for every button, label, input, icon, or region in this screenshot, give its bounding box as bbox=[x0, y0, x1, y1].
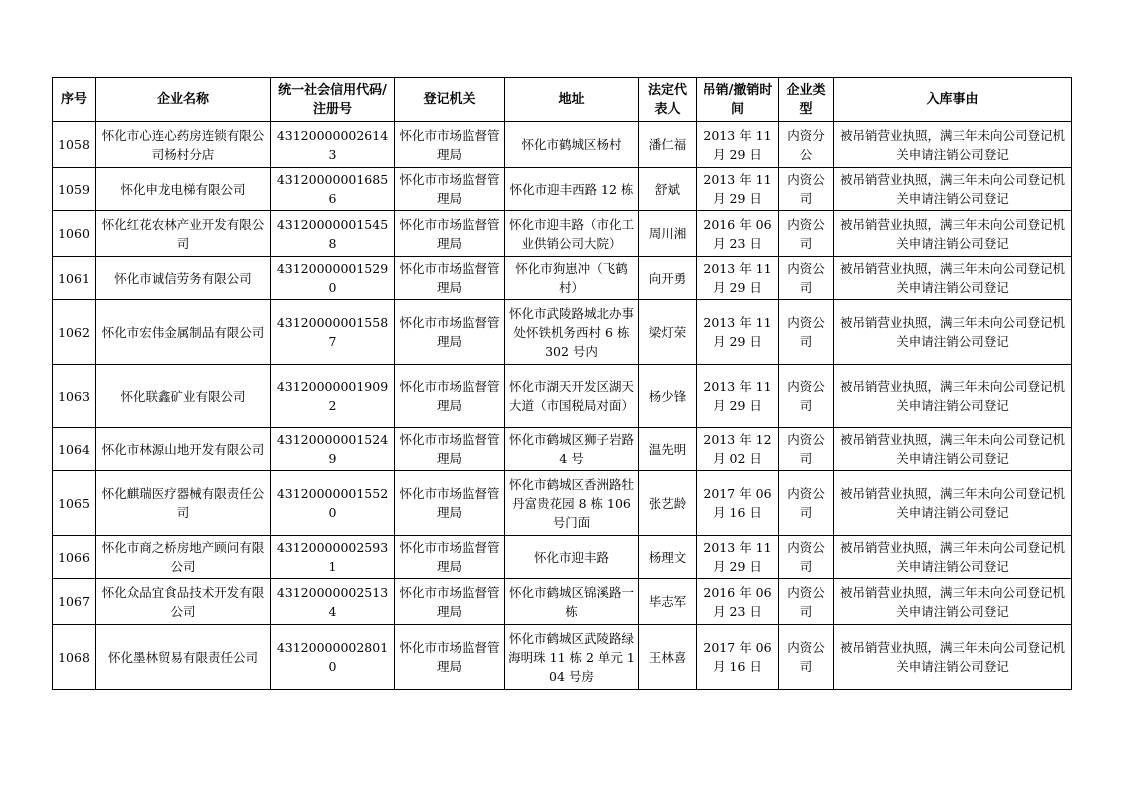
cell-reason: 被吊销营业执照，满三年未向公司登记机关申请注销公司登记 bbox=[834, 625, 1072, 690]
cell-address: 怀化市湖天开发区湖天大道（市国税局对面） bbox=[505, 365, 639, 428]
header-name: 企业名称 bbox=[96, 78, 271, 122]
cell-authority: 怀化市市场监督管理局 bbox=[395, 211, 505, 257]
cell-date: 2017 年 06 月 16 日 bbox=[697, 625, 779, 690]
cell-rep: 杨理文 bbox=[639, 536, 697, 579]
cell-name: 怀化墨林贸易有限责任公司 bbox=[96, 625, 271, 690]
cell-reason: 被吊销营业执照，满三年未向公司登记机关申请注销公司登记 bbox=[834, 365, 1072, 428]
table-row bbox=[53, 257, 1072, 300]
cell-code: 431200000016856 bbox=[271, 168, 395, 211]
cell-name: 怀化市诚信劳务有限公司 bbox=[96, 257, 271, 300]
cell-name: 怀化市商之桥房地产顾问有限公司 bbox=[96, 536, 271, 579]
cell-address: 怀化市鹤城区香洲路牡丹富贵花园 8 栋 106 号门面 bbox=[505, 471, 639, 536]
header-reason: 入库事由 bbox=[834, 78, 1072, 122]
cell-date: 2016 年 06 月 23 日 bbox=[697, 579, 779, 625]
cell-type: 内资公司 bbox=[779, 168, 834, 211]
cell-seq: 1067 bbox=[53, 579, 96, 625]
cell-name: 怀化红花农林产业开发有限公司 bbox=[96, 211, 271, 257]
cell-code: 431200000019092 bbox=[271, 365, 395, 428]
cell-date: 2016 年 06 月 23 日 bbox=[697, 211, 779, 257]
cell-seq: 1060 bbox=[53, 211, 96, 257]
header-authority: 登记机关 bbox=[395, 78, 505, 122]
cell-name: 怀化联鑫矿业有限公司 bbox=[96, 365, 271, 428]
cell-seq: 1066 bbox=[53, 536, 96, 579]
table-row bbox=[53, 168, 1072, 211]
cell-name: 怀化麒瑞医疗器械有限责任公司 bbox=[96, 471, 271, 536]
cell-code: 431200000025134 bbox=[271, 579, 395, 625]
table-row bbox=[53, 428, 1072, 471]
cell-rep: 梁灯荣 bbox=[639, 300, 697, 365]
table-row bbox=[53, 625, 1072, 690]
cell-rep: 舒斌 bbox=[639, 168, 697, 211]
cell-code: 431200000025931 bbox=[271, 536, 395, 579]
cell-type: 内资公司 bbox=[779, 579, 834, 625]
cell-address: 怀化市武陵路城北办事处怀铁机务西村 6 栋 302 号内 bbox=[505, 300, 639, 365]
table-header-row bbox=[53, 78, 1072, 122]
cell-authority: 怀化市市场监督管理局 bbox=[395, 168, 505, 211]
table-row bbox=[53, 122, 1072, 168]
cell-authority: 怀化市市场监督管理局 bbox=[395, 579, 505, 625]
table-row bbox=[53, 579, 1072, 625]
cell-rep: 杨少锋 bbox=[639, 365, 697, 428]
cell-reason: 被吊销营业执照，满三年未向公司登记机关申请注销公司登记 bbox=[834, 536, 1072, 579]
cell-code: 431200000026143 bbox=[271, 122, 395, 168]
cell-seq: 1058 bbox=[53, 122, 96, 168]
cell-code: 431200000015520 bbox=[271, 471, 395, 536]
cell-reason: 被吊销营业执照，满三年未向公司登记机关申请注销公司登记 bbox=[834, 579, 1072, 625]
header-rep: 法定代表人 bbox=[639, 78, 697, 122]
table-row bbox=[53, 471, 1072, 536]
cell-authority: 怀化市市场监督管理局 bbox=[395, 257, 505, 300]
cell-date: 2013 年 12 月 02 日 bbox=[697, 428, 779, 471]
cell-type: 内资公司 bbox=[779, 300, 834, 365]
cell-address: 怀化市鹤城区杨村 bbox=[505, 122, 639, 168]
header-seq: 序号 bbox=[53, 78, 96, 122]
cell-address: 怀化市迎丰路（市化工业供销公司大院） bbox=[505, 211, 639, 257]
cell-reason: 被吊销营业执照，满三年未向公司登记机关申请注销公司登记 bbox=[834, 257, 1072, 300]
cell-code: 431200000028010 bbox=[271, 625, 395, 690]
cell-authority: 怀化市市场监督管理局 bbox=[395, 428, 505, 471]
cell-address: 怀化市鹤城区锦溪路一栋 bbox=[505, 579, 639, 625]
cell-rep: 向开勇 bbox=[639, 257, 697, 300]
cell-seq: 1065 bbox=[53, 471, 96, 536]
cell-seq: 1062 bbox=[53, 300, 96, 365]
cell-type: 内资公司 bbox=[779, 471, 834, 536]
cell-address: 怀化市鹤城区武陵路绿海明珠 11 栋 2 单元 104 号房 bbox=[505, 625, 639, 690]
cell-rep: 温先明 bbox=[639, 428, 697, 471]
cell-rep: 张艺龄 bbox=[639, 471, 697, 536]
cell-reason: 被吊销营业执照，满三年未向公司登记机关申请注销公司登记 bbox=[834, 471, 1072, 536]
header-address: 地址 bbox=[505, 78, 639, 122]
cell-code: 431200000015587 bbox=[271, 300, 395, 365]
cell-name: 怀化众品宜食品技术开发有限公司 bbox=[96, 579, 271, 625]
cell-address: 怀化市迎丰路 bbox=[505, 536, 639, 579]
cell-address: 怀化市狗崽冲（飞鹤村） bbox=[505, 257, 639, 300]
cell-authority: 怀化市市场监督管理局 bbox=[395, 471, 505, 536]
table-row bbox=[53, 300, 1072, 365]
cell-seq: 1064 bbox=[53, 428, 96, 471]
cell-type: 内资公司 bbox=[779, 211, 834, 257]
cell-reason: 被吊销营业执照，满三年未向公司登记机关申请注销公司登记 bbox=[834, 122, 1072, 168]
cell-date: 2013 年 11 月 29 日 bbox=[697, 300, 779, 365]
cell-address: 怀化市迎丰西路 12 栋 bbox=[505, 168, 639, 211]
cell-type: 内资公司 bbox=[779, 257, 834, 300]
cell-date: 2013 年 11 月 29 日 bbox=[697, 257, 779, 300]
table-row bbox=[53, 365, 1072, 428]
cell-name: 怀化申龙电梯有限公司 bbox=[96, 168, 271, 211]
cell-address: 怀化市鹤城区狮子岩路 4 号 bbox=[505, 428, 639, 471]
cell-name: 怀化市林源山地开发有限公司 bbox=[96, 428, 271, 471]
cell-authority: 怀化市市场监督管理局 bbox=[395, 365, 505, 428]
cell-rep: 毕志军 bbox=[639, 579, 697, 625]
cell-date: 2013 年 11 月 29 日 bbox=[697, 168, 779, 211]
cell-type: 内资分公 bbox=[779, 122, 834, 168]
cell-seq: 1068 bbox=[53, 625, 96, 690]
cell-date: 2017 年 06 月 16 日 bbox=[697, 471, 779, 536]
cell-name: 怀化市心连心药房连锁有限公司杨村分店 bbox=[96, 122, 271, 168]
header-code: 统一社会信用代码/注册号 bbox=[271, 78, 395, 122]
cell-rep: 周川湘 bbox=[639, 211, 697, 257]
cell-date: 2013 年 11 月 29 日 bbox=[697, 536, 779, 579]
cell-type: 内资公司 bbox=[779, 625, 834, 690]
table-row bbox=[53, 536, 1072, 579]
cell-code: 431200000015249 bbox=[271, 428, 395, 471]
cell-reason: 被吊销营业执照，满三年未向公司登记机关申请注销公司登记 bbox=[834, 168, 1072, 211]
cell-date: 2013 年 11 月 29 日 bbox=[697, 365, 779, 428]
cell-seq: 1061 bbox=[53, 257, 96, 300]
cell-authority: 怀化市市场监督管理局 bbox=[395, 122, 505, 168]
header-date: 吊销/撤销时间 bbox=[697, 78, 779, 122]
cell-authority: 怀化市市场监督管理局 bbox=[395, 625, 505, 690]
cell-seq: 1059 bbox=[53, 168, 96, 211]
cell-authority: 怀化市市场监督管理局 bbox=[395, 300, 505, 365]
cell-code: 431200000015458 bbox=[271, 211, 395, 257]
enterprise-table bbox=[52, 77, 1072, 690]
cell-type: 内资公司 bbox=[779, 536, 834, 579]
cell-reason: 被吊销营业执照，满三年未向公司登记机关申请注销公司登记 bbox=[834, 428, 1072, 471]
cell-date: 2013 年 11 月 29 日 bbox=[697, 122, 779, 168]
header-type: 企业类型 bbox=[779, 78, 834, 122]
cell-authority: 怀化市市场监督管理局 bbox=[395, 536, 505, 579]
cell-seq: 1063 bbox=[53, 365, 96, 428]
cell-code: 431200000015290 bbox=[271, 257, 395, 300]
table-row bbox=[53, 211, 1072, 257]
cell-rep: 潘仁福 bbox=[639, 122, 697, 168]
cell-reason: 被吊销营业执照，满三年未向公司登记机关申请注销公司登记 bbox=[834, 211, 1072, 257]
cell-name: 怀化市宏伟金属制品有限公司 bbox=[96, 300, 271, 365]
cell-type: 内资公司 bbox=[779, 365, 834, 428]
cell-reason: 被吊销营业执照，满三年未向公司登记机关申请注销公司登记 bbox=[834, 300, 1072, 365]
cell-rep: 王林喜 bbox=[639, 625, 697, 690]
cell-type: 内资公司 bbox=[779, 428, 834, 471]
